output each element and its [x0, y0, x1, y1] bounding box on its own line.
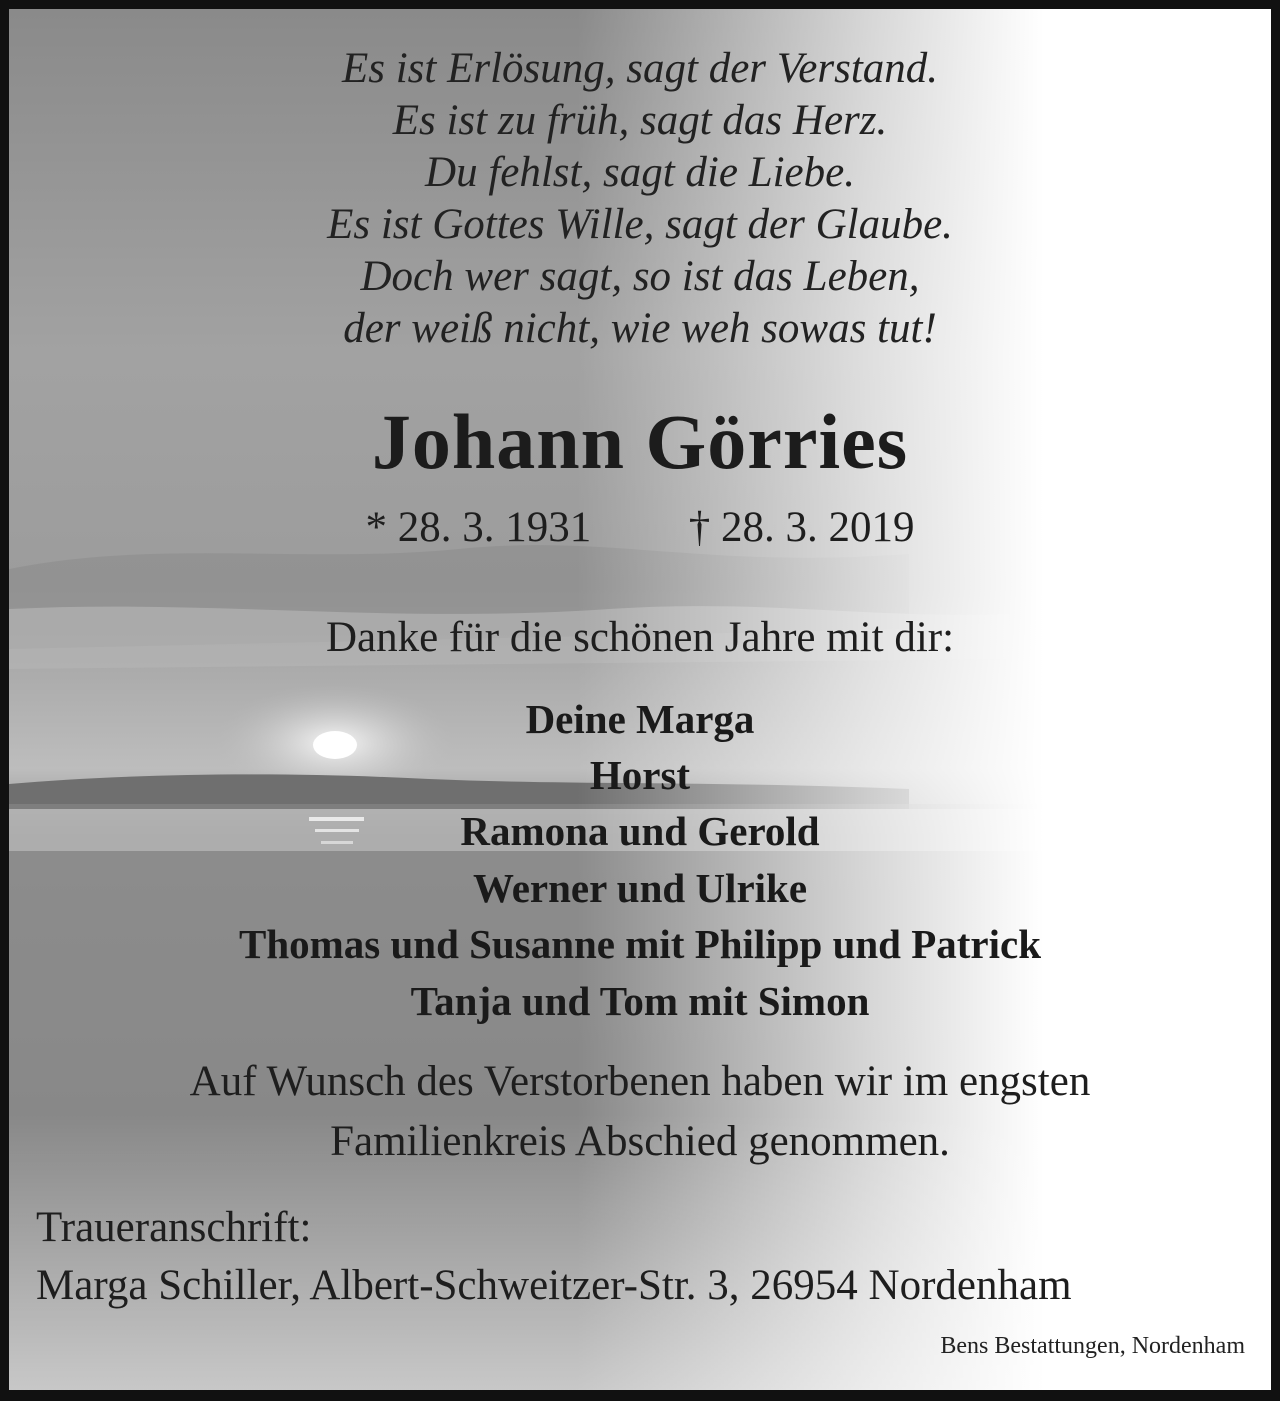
life-dates: [9, 503, 1271, 552]
address-label: Traueranschrift:: [36, 1204, 312, 1251]
family-member: Thomas und Susanne mit Philipp und Patrick: [238, 921, 1042, 967]
thanks-line: Danke für die schönen Jahre mit dir:: [325, 614, 955, 661]
poem-line-3: Du fehlst, sagt die Liebe.: [425, 149, 855, 196]
farewell-note-line-1: Auf Wunsch des Verstorbenen haben wir im engsten: [189, 1058, 1091, 1105]
notice-text-layer: [9, 9, 1271, 1390]
death-date: † 28. 3. 2019: [688, 504, 915, 551]
deceased-name: Johann Görries: [371, 398, 909, 485]
poem-line-1: Es ist Erlösung, sagt der Verstand.: [341, 45, 939, 92]
family-member: Horst: [589, 752, 691, 798]
poem-line-5: Doch wer sagt, so ist das Leben,: [360, 253, 920, 300]
undertaker-credit: Bens Bestattungen, Nordenham: [940, 1333, 1245, 1359]
farewell-note-line-2: Familienkreis Abschied genommen.: [330, 1118, 950, 1165]
poem-line-2: Es ist zu früh, sagt das Herz.: [392, 97, 888, 144]
family-member: Ramona und Gerold: [460, 808, 820, 854]
poem-line-4: Es ist Gottes Wille, sagt der Glaube.: [327, 201, 953, 248]
family-member: Deine Marga: [525, 696, 755, 742]
birth-date: * 28. 3. 1931: [365, 504, 592, 551]
mourning-address: Marga Schiller, Albert-Schweitzer-Str. 3, 26954 Nordenham: [36, 1262, 1072, 1309]
family-member: Tanja und Tom mit Simon: [410, 978, 870, 1024]
poem-line-6: der weiß nicht, wie weh sowas tut!: [343, 305, 937, 352]
family-member: Werner und Ulrike: [472, 865, 808, 911]
